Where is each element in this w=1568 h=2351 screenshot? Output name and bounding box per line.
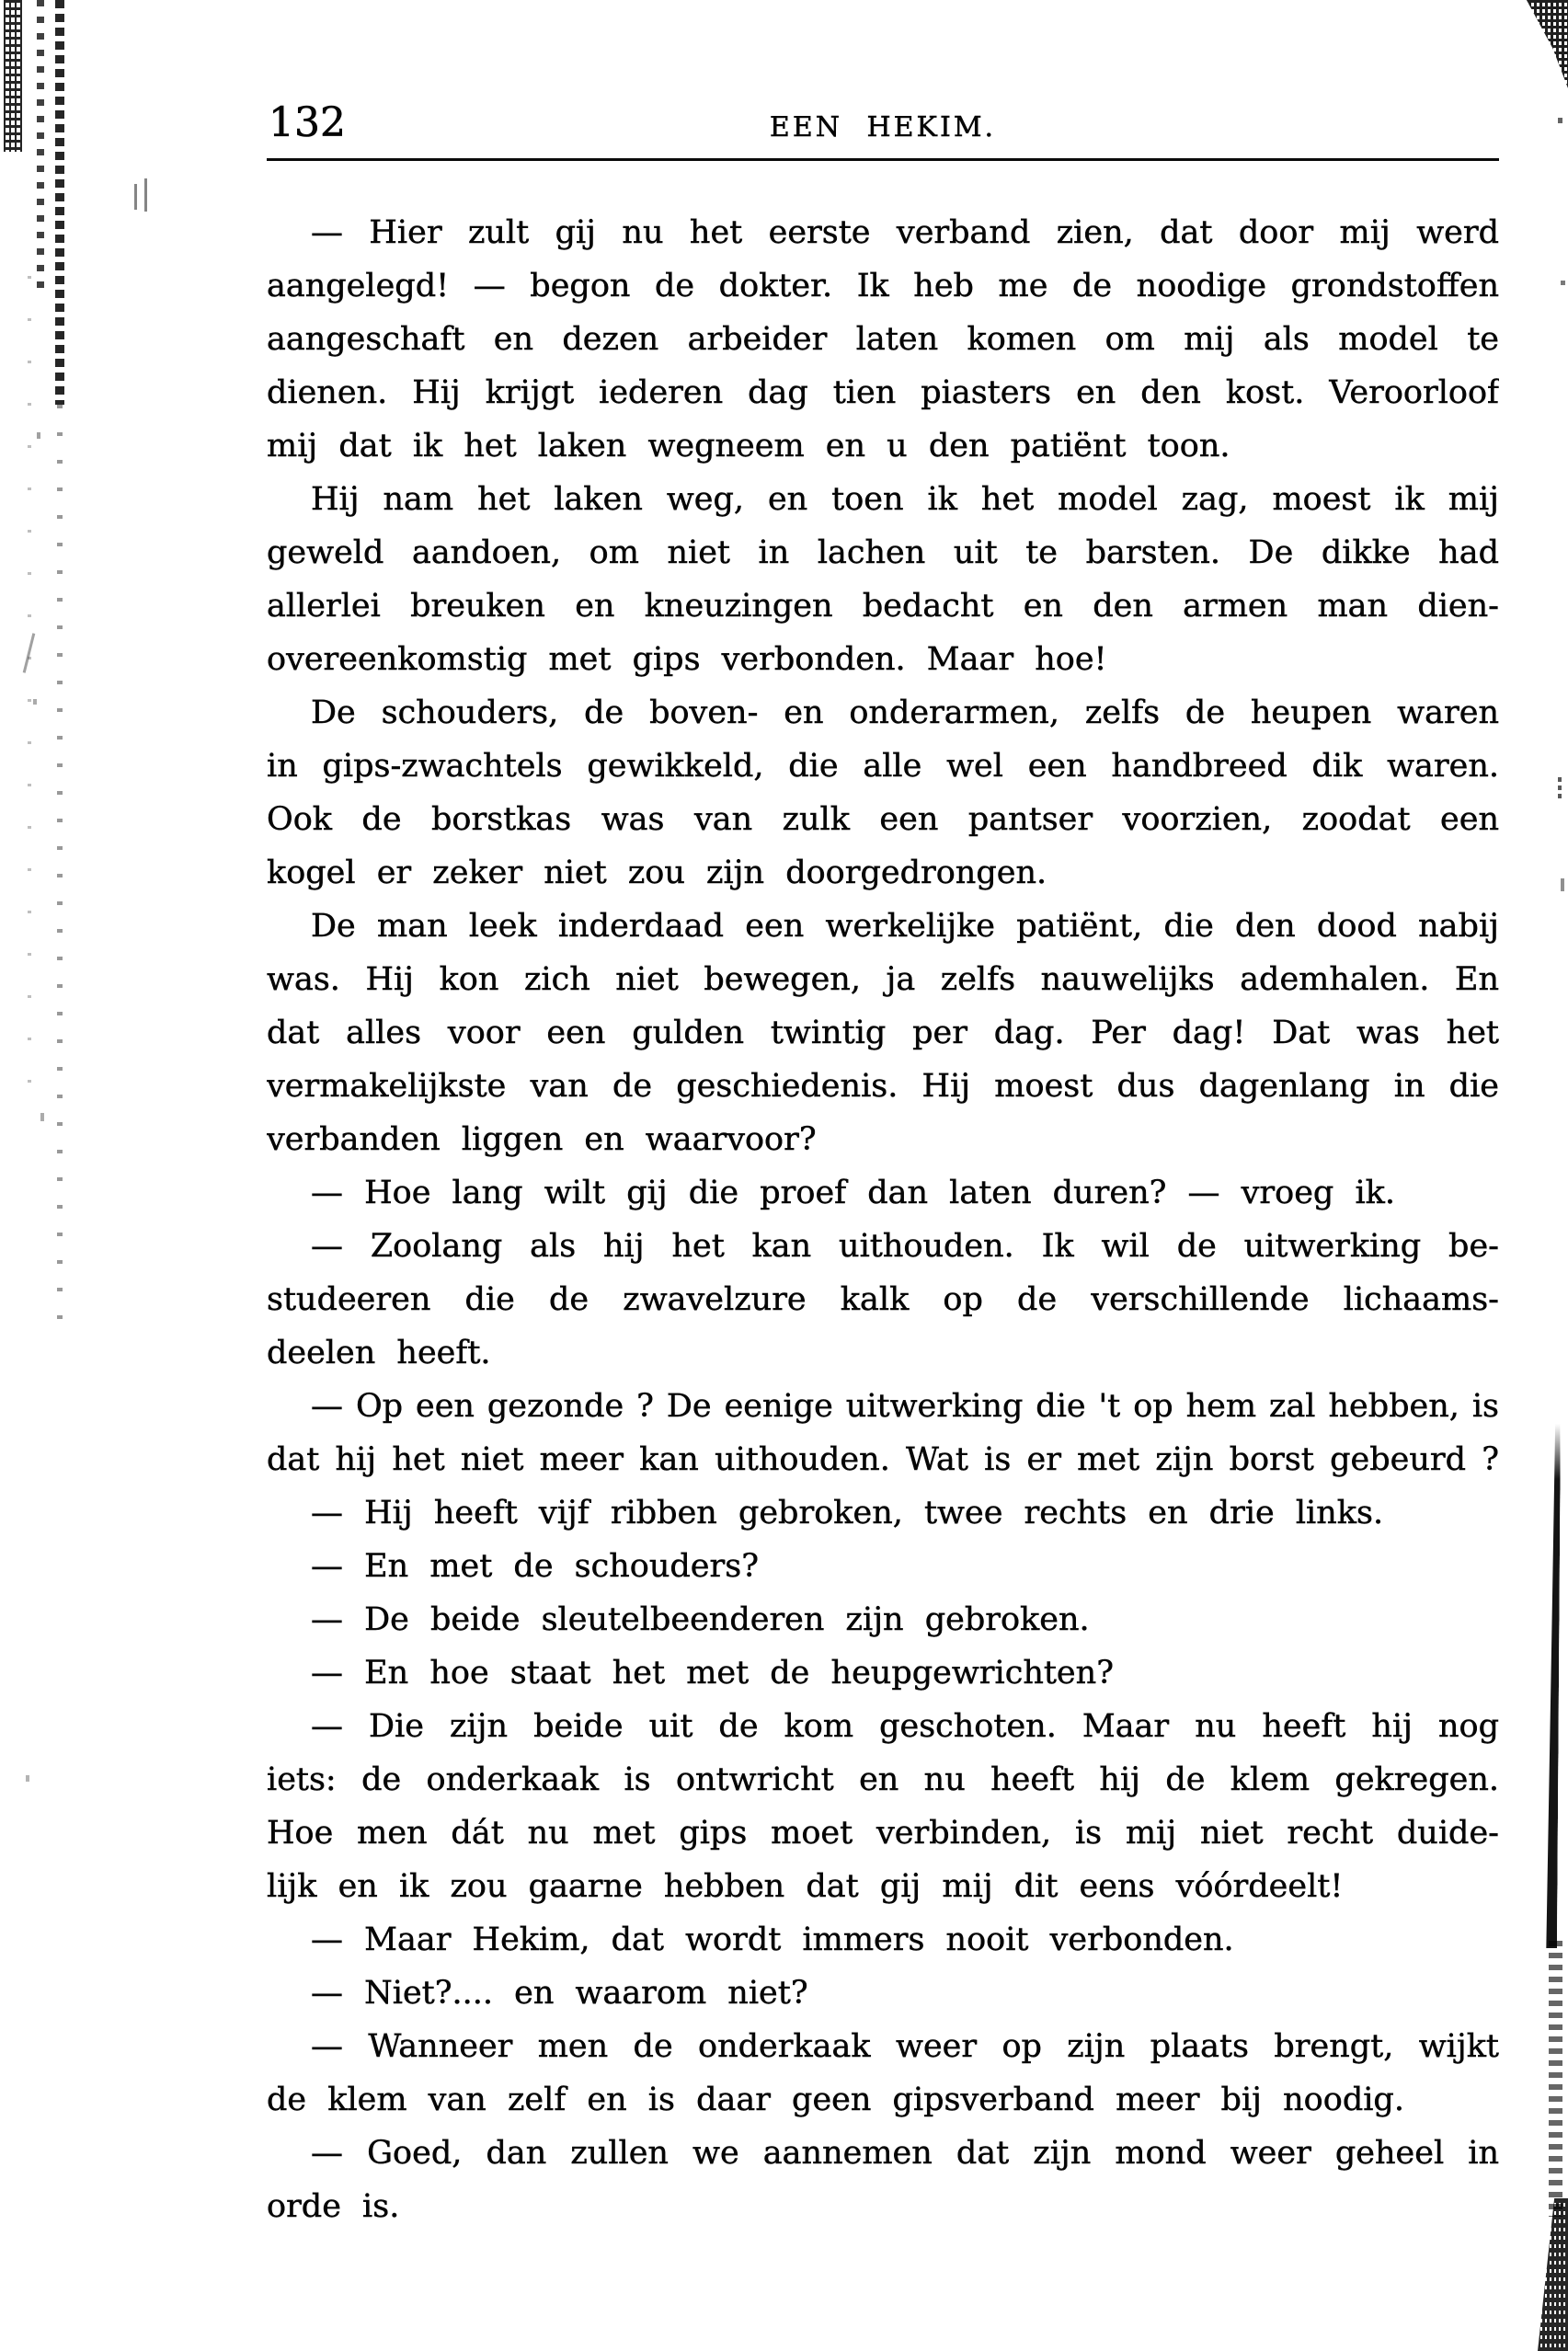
- header-rule: [267, 158, 1499, 161]
- text-line: aangelegd! — begon de dokter. Ik heb me de noodige grondstoffen: [267, 268, 1499, 304]
- text-line: dat alles voor een gulden twintig per dag. Per dag! Dat was het: [267, 1015, 1499, 1051]
- paragraph: [267, 1380, 1499, 1486]
- text-line: dat hij het niet meer kan uithouden. Wat is er met zijn borst gebeurd ?: [267, 1441, 1499, 1478]
- text-line: iets: de onderkaak is ontwricht en nu heeft hij de klem gekregen.: [267, 1761, 1499, 1798]
- text-line: — Wanneer men de onderkaak weer op zijn plaats brengt, wijkt: [311, 2028, 1499, 2065]
- margin-mark: [144, 178, 147, 212]
- scan-noise-top-right: [1517, 0, 1568, 88]
- text-line: overeenkomstig met gips verbonden. Maar hoe!: [267, 641, 1107, 678]
- paragraph: [267, 1220, 1499, 1380]
- margin-speck: [33, 699, 37, 705]
- paragraph: [267, 686, 1499, 900]
- running-title: EEN HEKIM.: [769, 111, 997, 143]
- text-line: — De beide sleutelbeenderen zijn gebroken.: [311, 1601, 1090, 1638]
- margin-speck: [37, 432, 40, 439]
- text-line: deelen heeft.: [267, 1335, 491, 1371]
- text-line: verbanden liggen en waarvoor?: [267, 1121, 817, 1158]
- text-line: mij dat ik het laken wegneem en u den patiënt toon.: [267, 428, 1230, 464]
- page-number: 132: [269, 99, 346, 146]
- text-line: — Zoolang als hij het kan uithouden. Ik wil de uitwerking be-: [311, 1228, 1499, 1265]
- text-line: — Hij heeft vijf ribben gebroken, twee rechts en drie links.: [311, 1495, 1384, 1531]
- page-header: [267, 101, 1499, 151]
- text-line: geweld aandoen, om niet in lachen uit te barsten. De dikke had: [267, 534, 1499, 571]
- text-line: in gips-zwachtels gewikkeld, die alle wel een handbreed dik waren.: [267, 748, 1499, 785]
- text-line: aangeschaft en dezen arbeider laten komen om mij als model te: [267, 321, 1499, 358]
- scan-noise-left-streak-2: [55, 0, 64, 405]
- paragraph: [267, 900, 1499, 1166]
- text-line: Ook de borstkas was van zulk een pantser voorzien, zoodat een: [267, 801, 1499, 838]
- paragraph: [267, 1593, 1499, 1646]
- text-line: orde is.: [267, 2188, 400, 2225]
- text-line: de klem van zelf en is daar geen gipsverband meer bij noodig.: [267, 2081, 1404, 2118]
- edge-mark: [1558, 777, 1562, 801]
- margin-speck: [40, 1113, 44, 1121]
- paragraph: [267, 1700, 1499, 1913]
- margin-speck: [26, 1775, 29, 1782]
- page-text: [267, 206, 1499, 2233]
- text-line: — Die zijn beide uit de kom geschoten. Maar nu heeft hij nog: [311, 1708, 1499, 1745]
- text-line: — Hier zult gij nu het eerste verband zien, dat door mij werd: [311, 214, 1499, 251]
- edge-mark: [1561, 878, 1564, 891]
- scan-streak-right: [1549, 1941, 1562, 2217]
- text-line: — Maar Hekim, dat wordt immers nooit verbonden.: [311, 1921, 1234, 1958]
- paragraph: [267, 1646, 1499, 1700]
- paragraph: [267, 473, 1499, 686]
- edge-speck: [1558, 118, 1562, 123]
- text-line: allerlei breuken en kneuzingen bedacht en den armen man dien-: [267, 588, 1499, 625]
- paragraph: [267, 1913, 1499, 1967]
- text-line: — En met de schouders?: [311, 1548, 759, 1585]
- scan-noise-left-streak-1: [37, 0, 44, 294]
- paragraph: [267, 206, 1499, 473]
- scan-streak-right: [1545, 1424, 1561, 1948]
- scan-noise-left-streak-4: [28, 276, 31, 1104]
- text-line: — Goed, dan zullen we aannemen dat zijn mond weer geheel in: [311, 2135, 1499, 2172]
- paragraph: [267, 1486, 1499, 1540]
- text-line: dienen. Hij krijgt iederen dag tien piasters en den kost. Veroorloof: [267, 374, 1499, 411]
- text-line: Hoe men dát nu met gips moet verbinden, is mij niet recht duide-: [267, 1815, 1499, 1852]
- text-line: Hij nam het laken weg, en toen ik het model zag, moest ik mij: [311, 481, 1499, 518]
- text-line: kogel er zeker niet zou zijn doorgedrongen.: [267, 854, 1047, 891]
- text-line: vermakelijkste van de geschiedenis. Hij moest dus dagenlang in die: [267, 1068, 1499, 1105]
- margin-mark: [23, 633, 36, 672]
- text-line: studeeren die de zwavelzure kalk op de verschillende lichaams-: [267, 1281, 1499, 1318]
- text-line: was. Hij kon zich niet bewegen, ja zelfs nauwelijks ademhalen. En: [267, 961, 1499, 998]
- text-line: — Hoe lang wilt gij die proef dan laten duren? — vroeg ik.: [311, 1175, 1395, 1211]
- scan-noise-left-streak-3: [57, 405, 63, 1343]
- text-line: — Niet?.... en waarom niet?: [311, 1975, 808, 2012]
- paragraph: [267, 2127, 1499, 2233]
- scan-noise-left-top: [4, 0, 22, 152]
- paragraph: [267, 1166, 1499, 1220]
- text-line: De schouders, de boven- en onderarmen, zelfs de heupen waren: [311, 694, 1499, 731]
- text-line: De man leek inderdaad een werkelijke patiënt, die den dood nabij: [311, 908, 1499, 945]
- margin-mark: [134, 184, 137, 210]
- paragraph: [267, 2020, 1499, 2127]
- text-line: — En hoe staat het met de heupgewrichten?: [311, 1655, 1114, 1692]
- edge-speck: [1561, 281, 1565, 285]
- scan-streak-right-bottom: [1538, 2198, 1568, 2351]
- text-line: — Op een gezonde ? De eenige uitwerking die 't op hem zal hebben, is: [311, 1388, 1499, 1425]
- paragraph: [267, 1967, 1499, 2020]
- text-line: lijk en ik zou gaarne hebben dat gij mij dit eens vóórdeelt!: [267, 1868, 1344, 1905]
- paragraph: [267, 1540, 1499, 1593]
